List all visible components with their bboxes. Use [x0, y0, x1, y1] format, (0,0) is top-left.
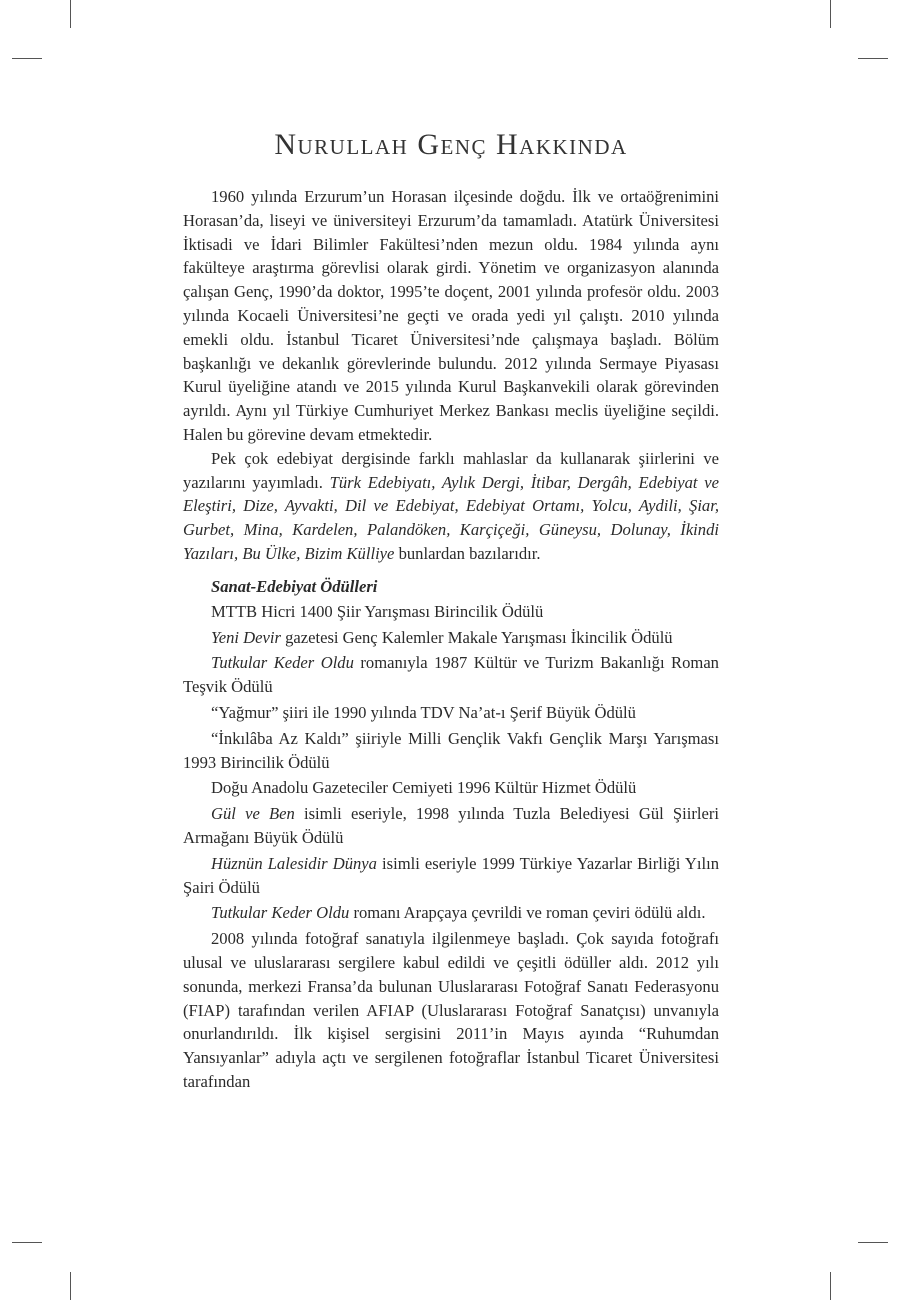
document-page: [183, 128, 719, 1094]
crop-mark-bottom-left: [70, 1272, 71, 1300]
award-text: isimli eseriyle 1999 Türkiye Yazarlar Birliği Yılın Şairi Ödülü: [183, 853, 719, 897]
award-work-title: Tutkular Keder Oldu: [211, 653, 354, 673]
crop-mark-top-right: [830, 0, 831, 28]
award-work-title: Tutkular Keder Oldu: [211, 903, 350, 923]
crop-mark-right-top: [858, 58, 888, 59]
page-title: Nurullah Genç Hakkında: [274, 128, 628, 161]
crop-mark-right-bottom: [858, 1242, 888, 1243]
award-item: [183, 852, 719, 900]
literary-outro: bunlardan bazılarıdır.: [394, 543, 541, 563]
award-item: MTTB Hicri 1400 Şiir Yarışması Birincilik Ödülü: [211, 601, 544, 621]
award-work-title: Gül ve Ben: [211, 804, 295, 824]
award-item: [183, 651, 719, 699]
award-work-title: Hüznün Lalesidir Dünya: [211, 853, 377, 873]
award-item: Doğu Anadolu Gazeteciler Cemiyeti 1996 Kültür Hizmet Ödülü: [211, 778, 637, 798]
journal-list: Türk Edebiyatı, Aylık Dergi, İtibar, Dergâh, Edebiyat ve Eleştiri, Dize, Ayvakti, Dil ve Edebiyat, Edebiyat Ortamı, Yolcu, Aydili, Şiar, Gurbet, Mina, Kardelen, Palandöken, Karçiçeği, Güneysu, Dolunay, İkindi Yazıları, Bu Ülke, Bizim Külliye: [183, 472, 719, 563]
biography-paragraph: 1960 yılında Erzurum’un Horasan ilçesinde doğdu. İlk ve ortaöğrenimini Horasan’da, liseyi ve üniversiteyi Erzurum’da tamamladı. Atatürk Üniversitesi İktisadi ve İdari Bilimler Fakültesi’nden mezun oldu. 1984 yılında aynı fakülteye araştırma görevlisi olarak girdi. Yönetim ve organizasyon alanında çalışan Genç, 1990’da doktor, 1995’te doçent, 2001 yılında profesör oldu. 2003 yılında Kocaeli Üniversitesi’ne geçti ve orada yedi yıl çalıştı. 2010 yılında emekli oldu. İstanbul Ticaret Üniversitesi’nde çalışmaya başladı. Bölüm başkanlığı ve dekanlık görevlerinde bulundu. 2012 yılında Sermaye Piyasası Kurul üyeliğine atandı ve 2015 yılında Kurul Başkanvekili olarak görevinden ayrıldı. Aynı yıl Türkiye Cumhuriyet Merkez Bankası meclis üyeliğine seçildi. Halen bu görevine devam etmektedir.: [183, 187, 719, 444]
award-text: romanı Arapçaya çevrildi ve roman çeviri ödülü aldı.: [349, 903, 706, 923]
award-item: “Yağmur” şiiri ile 1990 yılında TDV Na’at-ı Şerif Büyük Ödülü: [211, 702, 636, 722]
literary-intro: Pek çok edebiyat dergisinde farklı mahlaslar da kullanarak şiirlerini ve yazılarını yayımladı.: [183, 448, 719, 492]
award-text: romanıyla 1987 Kültür ve Turizm Bakanlığı Roman Teşvik Ödülü: [183, 653, 719, 697]
award-item: [183, 626, 719, 650]
award-item: [183, 901, 719, 925]
literary-paragraph: [183, 447, 719, 566]
photography-paragraph: 2008 yılında fotoğraf sanatıyla ilgilenmeye başladı. Çok sayıda fotoğrafı ulusal ve uluslararası sergilere kabul edildi ve çeşitli ödüller aldı. 2012 yılı sonunda, merkezi Fransa’da bulunan Uluslararası Fotoğraf Sanatı Federasyonu (FIAP) tarafından verilen AFIAP (Uluslararası Fotoğraf Sanatçısı) unvanıyla onurlandırıldı. İlk kişisel sergisini 2011’in Mayıs ayında “Ruhumdan Yansıyanlar” adıyla açtı ve sergilenen fotoğraflar İstanbul Ticaret Üniversitesi tarafından: [183, 929, 719, 1091]
crop-mark-bottom-right: [830, 1272, 831, 1300]
award-text: isimli eseriyle, 1998 yılında Tuzla Belediyesi Gül Şiirleri Armağanı Büyük Ödülü: [183, 804, 719, 847]
crop-mark-left-bottom: [12, 1242, 42, 1243]
award-item: “İnkılâba Az Kaldı” şiiriyle Milli Gençlik Vakfı Gençlik Marşı Yarışması 1993 Birincilik Ödülü: [183, 728, 719, 772]
crop-mark-top-left: [70, 0, 71, 28]
award-item: [183, 802, 719, 850]
crop-mark-left-top: [12, 58, 42, 59]
award-work-title: Yeni Devir: [211, 627, 281, 647]
award-text: gazetesi Genç Kalemler Makale Yarışması İkincilik Ödülü: [280, 627, 673, 647]
awards-heading: Sanat-Edebiyat Ödülleri: [211, 576, 378, 596]
